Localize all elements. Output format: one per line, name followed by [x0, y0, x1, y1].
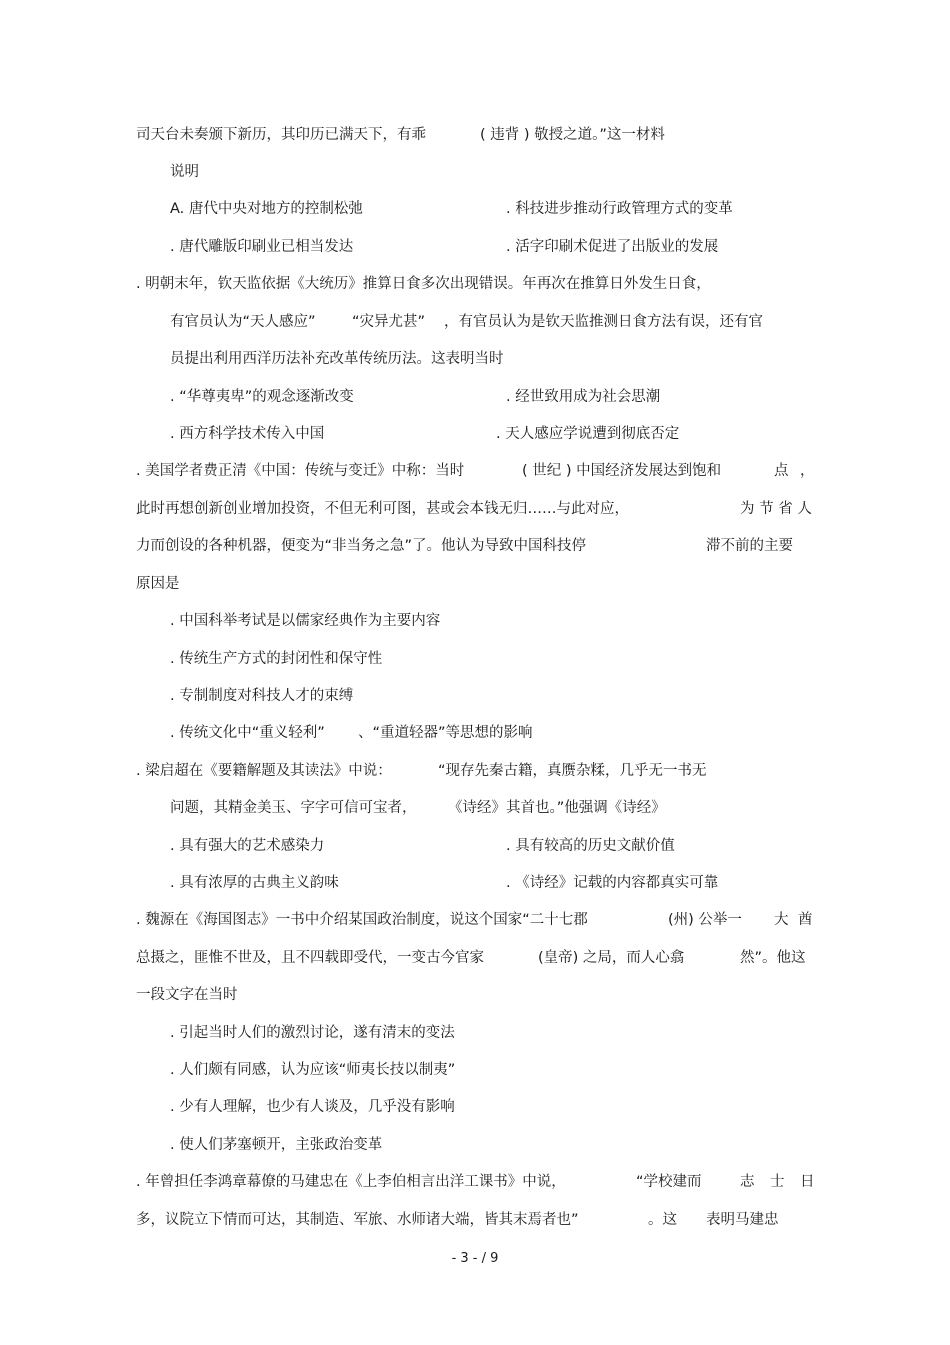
option-b: . 人们颇有同感，认为应该“师夷长技以制夷” — [170, 1062, 456, 1078]
option-a: . 具有强大的艺术感染力 — [170, 838, 325, 854]
text-line: 点 — [774, 463, 789, 479]
option-d: . 《诗经》记载的内容都真实可靠 — [506, 875, 719, 891]
text-line: “学校建而 — [636, 1174, 702, 1190]
text-line: 说明 — [170, 164, 199, 180]
text-line: (州) 公举一 — [668, 912, 742, 928]
text-line: “现存先秦古籍，真赝杂糅，几乎无一书无 — [438, 763, 707, 779]
option-c: . 唐代雕版印刷业已相当发达 — [170, 239, 354, 255]
question-stem: . 年曾担任李鸿章幕僚的马建忠在《上李伯相言出洋工课书》中说， — [136, 1174, 566, 1190]
option-b: . 具有较高的历史文献价值 — [506, 838, 675, 854]
text-line: 力而创设的各种机器，便变为“非当务之急”了。他认为导致中国科技停 — [136, 538, 587, 554]
option-c: . 具有浓厚的古典主义韵味 — [170, 875, 339, 891]
text-line: 大 — [774, 912, 789, 928]
text-line: (皇帝) 之局，而人心翕 — [538, 950, 685, 966]
option-c: . 西方科学技术传入中国 — [170, 426, 325, 442]
text-line: 员提出利用西洋历法补充改革传统历法。这表明当时 — [170, 351, 504, 367]
text-line: 表明马建忠 — [706, 1212, 779, 1228]
option-b: . 科技进步推动行政管理方式的变革 — [506, 201, 733, 217]
option-c: . 专制制度对科技人才的束缚 — [170, 688, 354, 704]
text-line: 司天台未奏颁下新历，其印历已满天下，有乖 — [136, 127, 426, 143]
text-line: 问题，其精金美玉、字字可信可宝者， — [170, 800, 417, 816]
option-a: A. 唐代中央对地方的控制松弛 — [170, 201, 363, 217]
option-a: . 引起当时人们的激烈讨论，遂有清末的变法 — [170, 1025, 455, 1041]
text-line: 士 — [770, 1174, 785, 1190]
option-d: . 使人们茅塞顿开，主张政治变革 — [170, 1137, 383, 1153]
text-line: ， — [800, 463, 815, 479]
text-line: 、“重道轻器”等思想的影响 — [358, 725, 533, 741]
text-line: 有官员认为“天人感应” — [170, 314, 316, 330]
option-a: . “华尊夷卑”的观念逐渐改变 — [170, 389, 354, 405]
text-line: ，有官员认为是钦天监推测日食方法有误，还有官 — [444, 314, 763, 330]
text-line: 为 节 省 人 — [740, 501, 812, 517]
option-d: . 天人感应学说遭到彻底否定 — [496, 426, 680, 442]
text-line: 然”。他这 — [740, 950, 806, 966]
question-stem: . 美国学者费正清《中国：传统与变迁》中称：当时 — [136, 463, 465, 479]
text-line: “灾异尤甚” — [352, 314, 426, 330]
text-line: ( 世纪 ) 中国经济发展达到饱和 — [522, 463, 722, 479]
question-stem: . 明朝末年，钦天监依据《大统历》推算日食多次出现错误。年再次在推算日外发生日食， — [136, 276, 711, 292]
option-c: . 少有人理解，也少有人谈及，几乎没有影响 — [170, 1099, 455, 1115]
text-line: ( 违背 ) 敬授之道。”这一材料 — [480, 127, 665, 143]
option-b: . 经世致用成为社会思潮 — [506, 389, 661, 405]
option-d: . 传统文化中“重义轻利” — [170, 725, 325, 741]
text-line: 多，议院立下情而可达，其制造、军旅、水师诸大端，皆其末焉者也” — [136, 1212, 579, 1228]
text-line: 一段文字在当时 — [136, 987, 238, 1003]
option-a: . 中国科举考试是以儒家经典作为主要内容 — [170, 613, 441, 629]
text-line: 原因是 — [136, 576, 180, 592]
text-line: 滞不前的主要 — [706, 538, 793, 554]
option-b: . 传统生产方式的封闭性和保守性 — [170, 651, 383, 667]
text-line: 。这 — [648, 1212, 677, 1228]
question-stem: . 魏源在《海国图志》一书中介绍某国政治制度，说这个国家“二十七郡 — [136, 912, 588, 928]
question-stem: . 梁启超在《要籍解题及其读法》中说： — [136, 763, 392, 779]
text-line: 日 — [800, 1174, 815, 1190]
option-d: . 活字印刷术促进了出版业的发展 — [506, 239, 719, 255]
text-line: 志 — [740, 1174, 755, 1190]
text-line: 酋 — [798, 912, 813, 928]
text-line: 此时再想创新创业增加投资，不但无利可图，甚或会本钱无归……与此对应， — [136, 501, 629, 517]
page-number: - 3 - / 9 — [451, 1251, 499, 1266]
text-line: 总摄之，匪惟不世及，且不四载即受代，一变古今官家 — [136, 950, 484, 966]
text-line: 《诗经》其首也。”他强调《诗经》 — [448, 800, 666, 816]
